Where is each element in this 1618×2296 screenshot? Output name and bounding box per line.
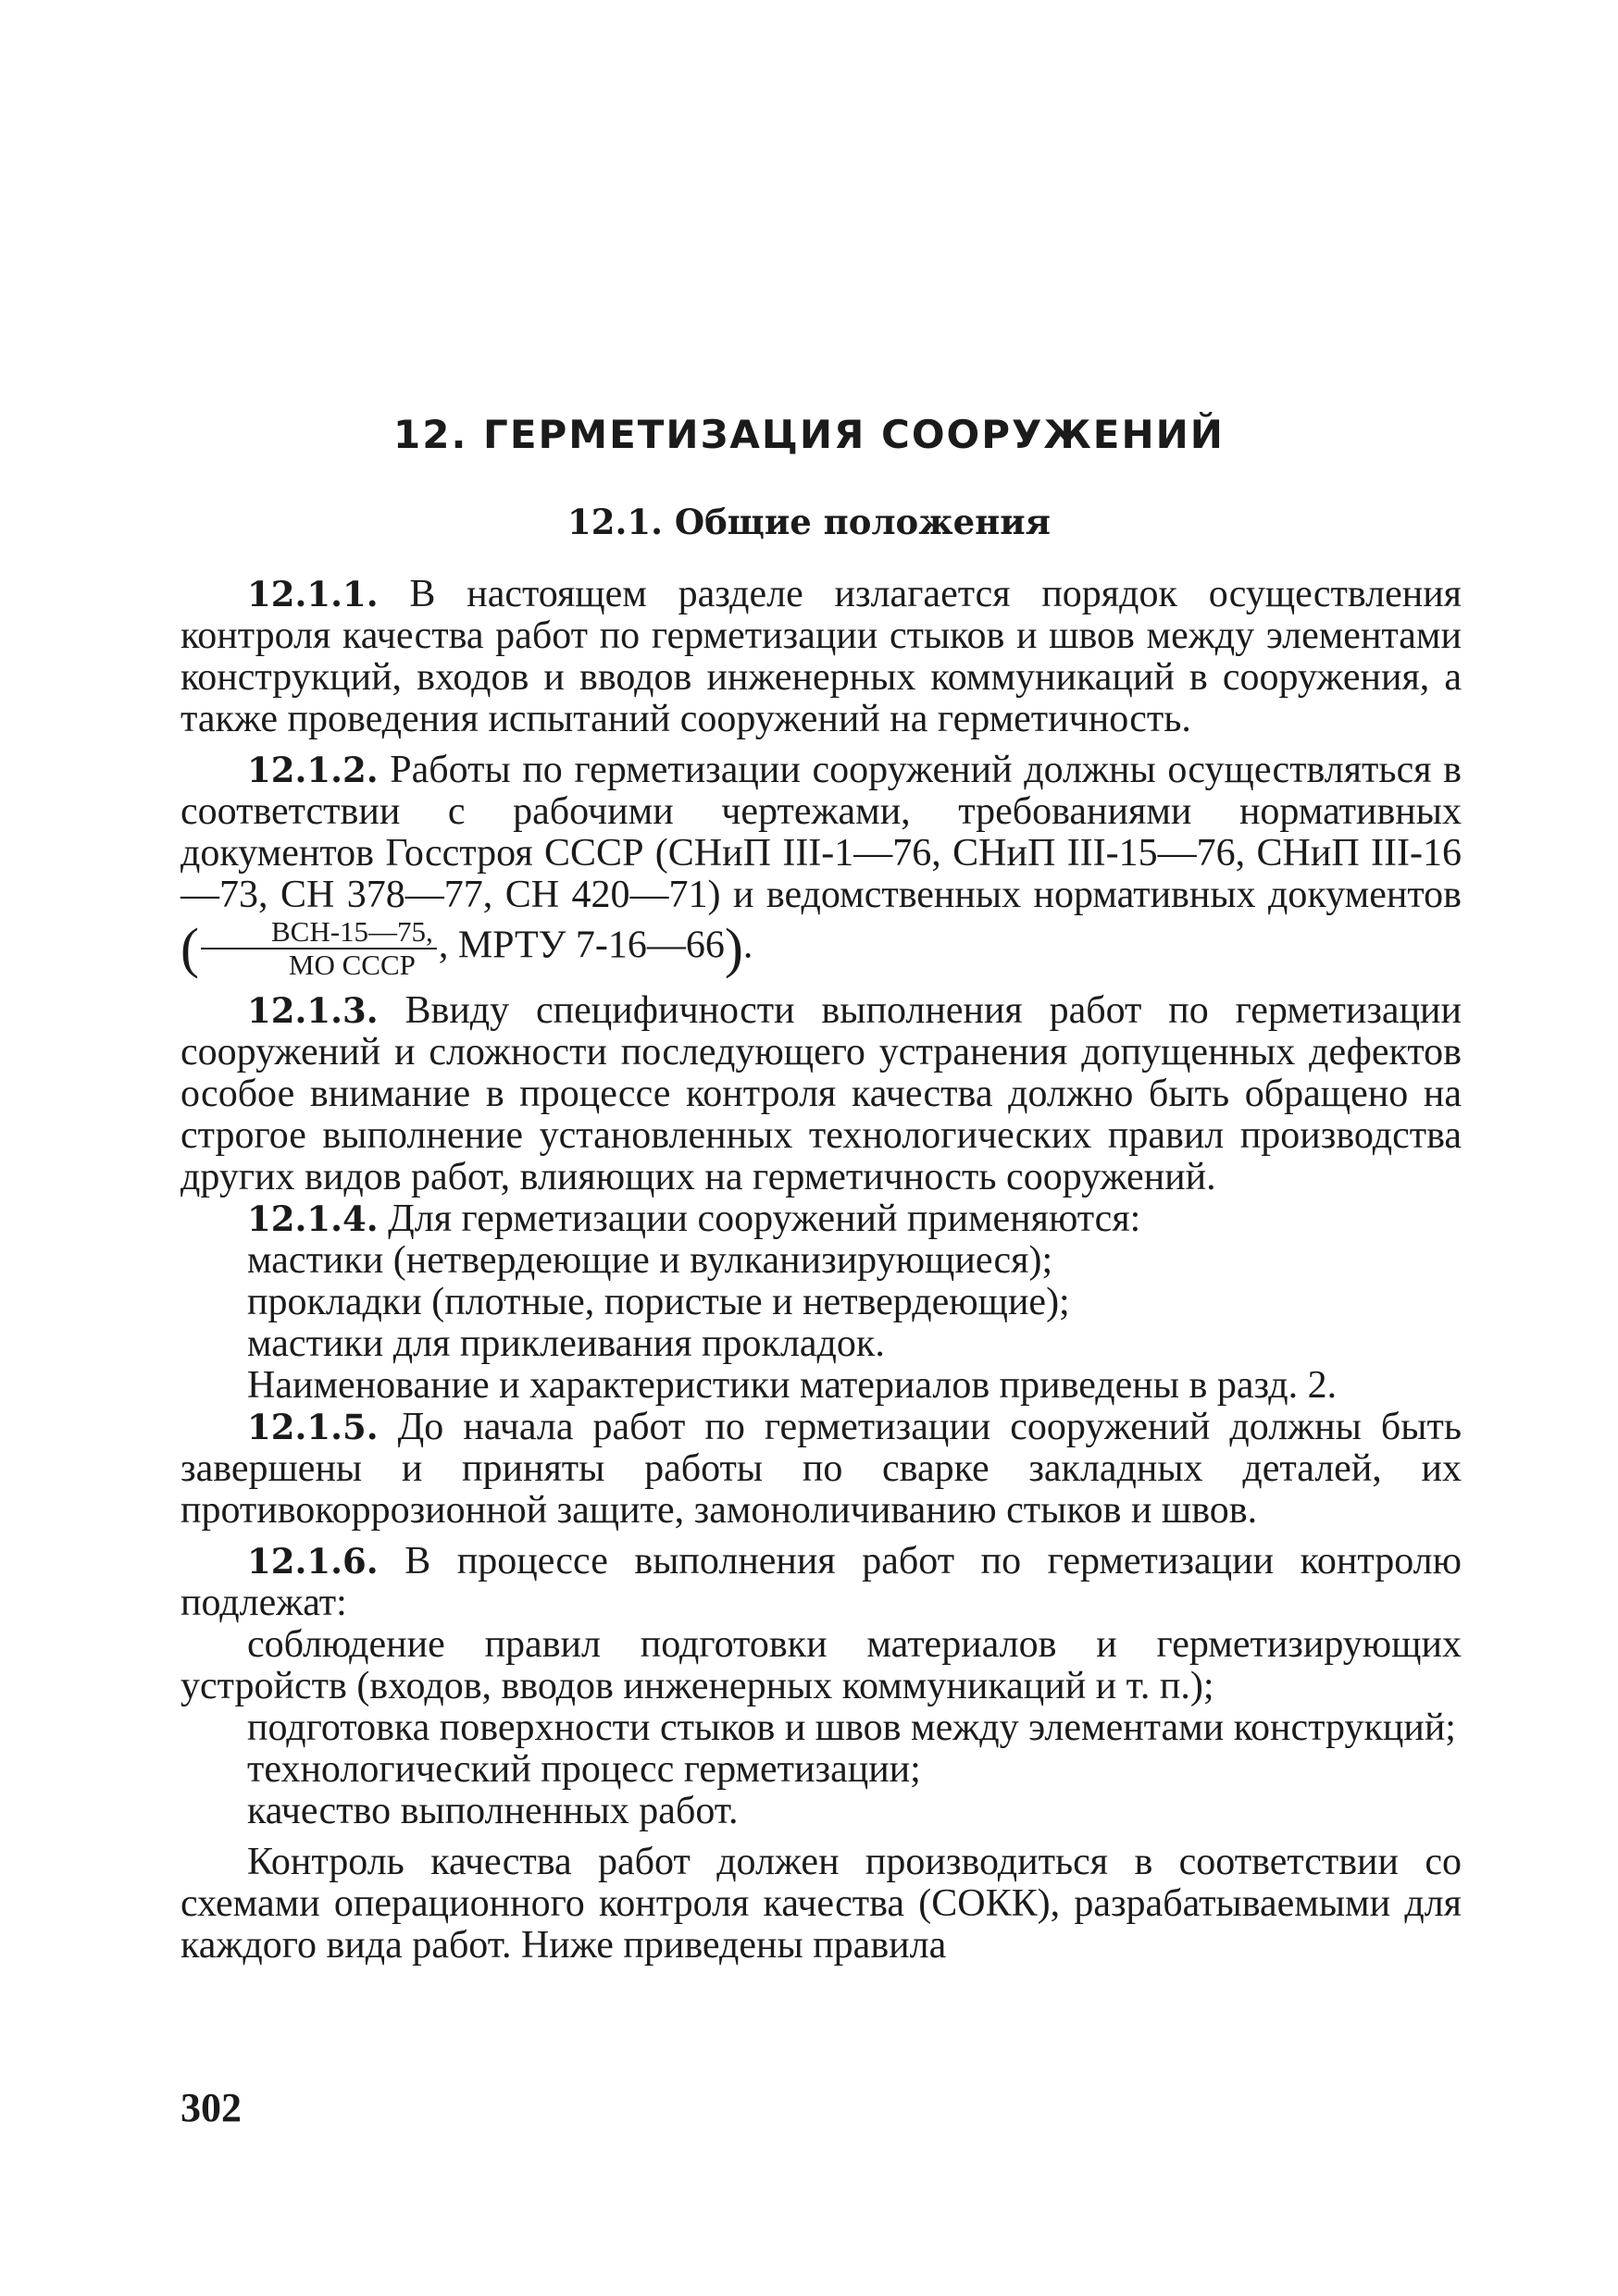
section-title: 12.1. Общие положения — [567, 502, 1051, 542]
list-item: мастики для приклеивания прокладок. — [247, 1322, 885, 1365]
paragraph-text: Для герметизации сооружений применяются: — [388, 1198, 1141, 1240]
paragraph-text: Ввиду специфичности выполнения работ по герметизации сооружений и сложности последующего устранения допущенных дефектов особое внимание в процессе контроля качества должно быть обращено на строгое выполнение установленных технологических правил производства других видов работ, влияющих на герметичность сооружений. — [180, 989, 1462, 1198]
paragraph-text: В настоящем разделе излагается порядок осуществления контроля качества работ по герметизации стыков и швов между элементами конструкций, входов и вводов инженерных коммуникаций в сооружения, а также проведения испытаний сооружений на герметичность. — [180, 573, 1462, 740]
list-item: качество выполненных работ. — [247, 1790, 739, 1832]
paragraph-end: . — [742, 924, 753, 967]
paragraph-12-1-3 — [180, 990, 1462, 1198]
paragraph-text-after: , МРТУ 7-16—66 — [438, 924, 725, 967]
paragraph-12-1-6 — [180, 1541, 1462, 1624]
open-bracket: ( — [180, 917, 199, 979]
clause-number: 12.1.5. — [247, 1407, 379, 1447]
paragraph-text: До начала работ по герметизации сооружений должны быть завершены и приняты работы по сварке закладных деталей, их противокоррозионной защите, замоноличиванию стыков и швов. — [180, 1406, 1462, 1532]
list-item: технологический процесс герметизации; — [247, 1748, 921, 1791]
clause-number: 12.1.3. — [247, 990, 379, 1031]
paragraph-note: Наименование и характеристики материалов приведены в разд. 2. — [247, 1364, 1338, 1407]
clause-number: 12.1.6. — [247, 1541, 379, 1582]
body-text — [180, 574, 1462, 1967]
fraction-numerator: ВСН-15—75, — [201, 916, 437, 949]
clause-number: 12.1.4. — [247, 1198, 379, 1239]
paragraph-text: В процессе выполнения работ по герметизации контролю подлежат: — [180, 1540, 1462, 1624]
paragraph-12-1-5 — [180, 1407, 1462, 1532]
close-bracket: ) — [724, 917, 743, 979]
clause-number: 12.1.2. — [247, 750, 379, 790]
clause-number: 12.1.1. — [247, 574, 379, 614]
page-number: 302 — [180, 2085, 242, 2130]
paragraph-note: Контроль качества работ должен производиться в соответствии со схемами операционного контроля качества (СОКК), разрабатываемыми для каждого вида работ. Ниже приведены правила — [180, 1841, 1462, 1967]
paragraph-text: Работы по герметизации сооружений должны осуществляться в соответствии с рабочими чертежами, требованиями нормативных документов Госстроя СССР (СНиП III-1—76, СНиП III-15—76, СНиП III-16—73, СН 378—77, СН 420—71) и ведомственных нормативных документов — [180, 749, 1462, 916]
fraction-denominator: МО СССР — [288, 949, 416, 981]
paragraph-12-1-2 — [180, 750, 1462, 981]
list-item: подготовка поверхности стыков и швов между элементами конструкций; — [247, 1706, 1456, 1749]
list-item: соблюдение правил подготовки материалов и герметизирующих устройств (входов, вводов инженерных коммуникаций и т. п.); — [180, 1623, 1462, 1707]
fraction — [201, 916, 437, 981]
chapter-title: 12. ГЕРМЕТИЗАЦИЯ СООРУЖЕНИЙ — [393, 412, 1225, 457]
list-item: прокладки (плотные, пористые и нетвердеющие); — [247, 1281, 1070, 1323]
list-item: мастики (нетвердеющие и вулканизирующиеся); — [247, 1239, 1053, 1282]
paragraph-12-1-4 — [180, 1198, 1462, 1240]
paragraph-12-1-1 — [180, 574, 1462, 740]
